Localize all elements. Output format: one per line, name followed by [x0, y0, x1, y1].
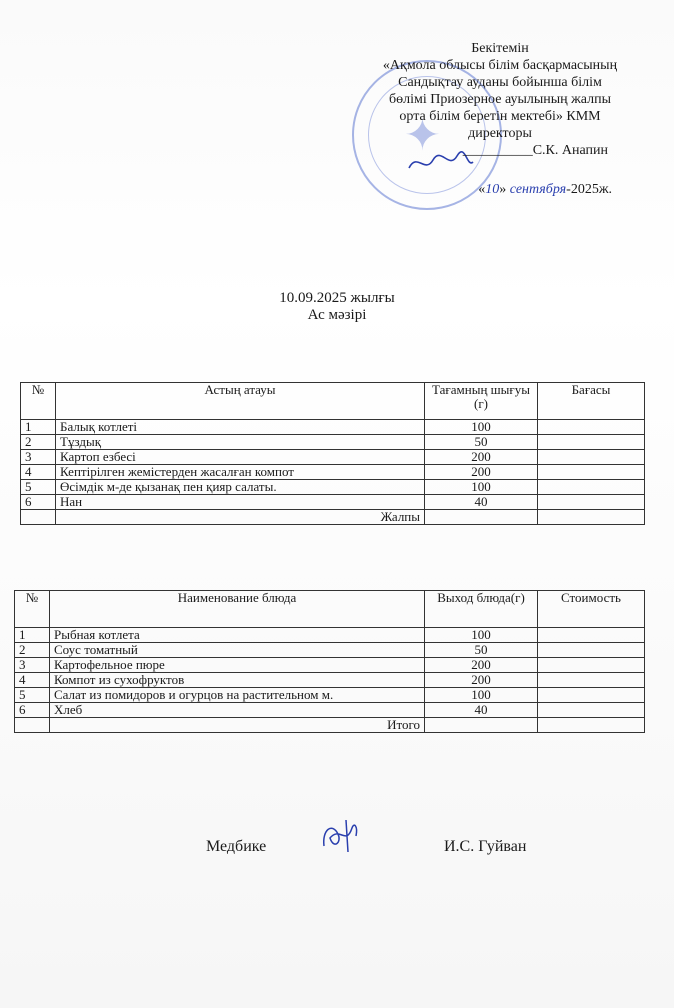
russian-menu-table	[14, 590, 645, 733]
cell-empty	[538, 718, 645, 733]
nurse-role: Медбике	[206, 838, 267, 855]
table-row	[15, 688, 645, 703]
approval-date: «10» сентября-2025ж.	[478, 182, 612, 197]
table-row	[15, 703, 645, 718]
table-row	[21, 480, 645, 495]
table-row	[21, 420, 645, 435]
cell-name: Картофельное пюре	[50, 658, 425, 673]
cell-empty	[538, 510, 645, 525]
date-year: 2025ж.	[570, 182, 612, 197]
cell-name: Салат из помидоров и огурцов на растительном м.	[50, 688, 425, 703]
table-row	[15, 628, 645, 643]
cell-name: Тұздық	[56, 435, 425, 450]
cell-num: 2	[21, 435, 56, 450]
approval-block	[340, 40, 660, 198]
approval-line: орта білім беретін мектебі» КММ	[399, 109, 601, 124]
cell-empty	[15, 718, 50, 733]
nurse-name: И.С. Гуйван	[444, 838, 527, 855]
cell-price	[538, 480, 645, 495]
approval-line: Сандықтау ауданы бойынша білім	[398, 75, 602, 90]
cell-output: 40	[425, 495, 538, 510]
cell-price	[538, 420, 645, 435]
cell-output: 200	[425, 450, 538, 465]
total-label: Итого	[50, 718, 425, 733]
cell-num: 5	[21, 480, 56, 495]
cell-output: 100	[425, 420, 538, 435]
cell-output: 50	[425, 643, 538, 658]
date-month: сентября	[509, 182, 567, 197]
cell-price	[538, 450, 645, 465]
cell-price	[538, 628, 645, 643]
cell-name: Хлеб	[50, 703, 425, 718]
table-row	[21, 435, 645, 450]
table-row	[21, 495, 645, 510]
approval-line: Бекітемін	[471, 41, 529, 56]
cell-num: 4	[15, 673, 50, 688]
cell-empty	[21, 510, 56, 525]
cell-name: Өсімдік м-де қызанақ пен қияр салаты.	[56, 480, 425, 495]
cell-output: 100	[425, 688, 538, 703]
cell-output: 100	[425, 628, 538, 643]
cell-num: 3	[21, 450, 56, 465]
header-output: Тағамның шығуы (г)	[425, 383, 538, 420]
cell-num: 6	[15, 703, 50, 718]
cell-price	[538, 643, 645, 658]
header-output: Выход блюда(г)	[425, 591, 538, 628]
cell-price	[538, 495, 645, 510]
stamp-emblem-icon: ✦	[404, 111, 441, 160]
cell-price	[538, 688, 645, 703]
cell-num: 2	[15, 643, 50, 658]
header-num: №	[21, 383, 56, 420]
table-row	[15, 658, 645, 673]
cell-name: Нан	[56, 495, 425, 510]
cell-empty	[425, 718, 538, 733]
date-day: 10	[485, 182, 500, 197]
cell-num: 1	[21, 420, 56, 435]
cell-price	[538, 703, 645, 718]
table-total-row	[15, 718, 645, 733]
table-row	[15, 643, 645, 658]
director-signer: __________С.К. Анапин	[462, 143, 608, 158]
nurse-signature	[316, 816, 366, 856]
table-row	[21, 450, 645, 465]
cell-name: Компот из сухофруктов	[50, 673, 425, 688]
cell-num: 5	[15, 688, 50, 703]
cell-name: Соус томатный	[50, 643, 425, 658]
table-row	[15, 673, 645, 688]
header-name: Наименование блюда	[50, 591, 425, 628]
cell-price	[538, 465, 645, 480]
cell-name: Рыбная котлета	[50, 628, 425, 643]
cell-empty	[425, 510, 538, 525]
cell-num: 1	[15, 628, 50, 643]
cell-output: 200	[425, 658, 538, 673]
table-total-row	[21, 510, 645, 525]
cell-output: 40	[425, 703, 538, 718]
cell-output: 200	[425, 673, 538, 688]
header-price: Стоимость	[538, 591, 645, 628]
approval-line: бөлімі Приозерное ауылының жалпы	[388, 92, 612, 107]
table-header-row	[21, 383, 645, 420]
cell-num: 4	[21, 465, 56, 480]
cell-output: 200	[425, 465, 538, 480]
cell-price	[538, 435, 645, 450]
kazakh-menu-table	[20, 382, 645, 525]
cell-name: Картоп езбесі	[56, 450, 425, 465]
cell-price	[538, 673, 645, 688]
approval-line: директоры	[468, 126, 532, 141]
cell-num: 6	[21, 495, 56, 510]
date-sep: »	[499, 182, 507, 197]
approval-line: «Ақмола облысы білім басқармасының	[382, 58, 618, 73]
table-row	[21, 465, 645, 480]
table-header-row	[15, 591, 645, 628]
header-num: №	[15, 591, 50, 628]
cell-output: 50	[425, 435, 538, 450]
menu-date: 10.09.2025 жылғы	[279, 290, 395, 306]
cell-output: 100	[425, 480, 538, 495]
cell-num: 3	[15, 658, 50, 673]
page-title: Ас мәзірі	[307, 307, 367, 323]
header-name: Астың атауы	[56, 383, 425, 420]
header-price: Бағасы	[538, 383, 645, 420]
cell-name: Балық котлеті	[56, 420, 425, 435]
total-label: Жалпы	[56, 510, 425, 525]
cell-name: Кептірілген жемістерден жасалған компот	[56, 465, 425, 480]
cell-price	[538, 658, 645, 673]
date-prefix: «	[478, 182, 486, 197]
